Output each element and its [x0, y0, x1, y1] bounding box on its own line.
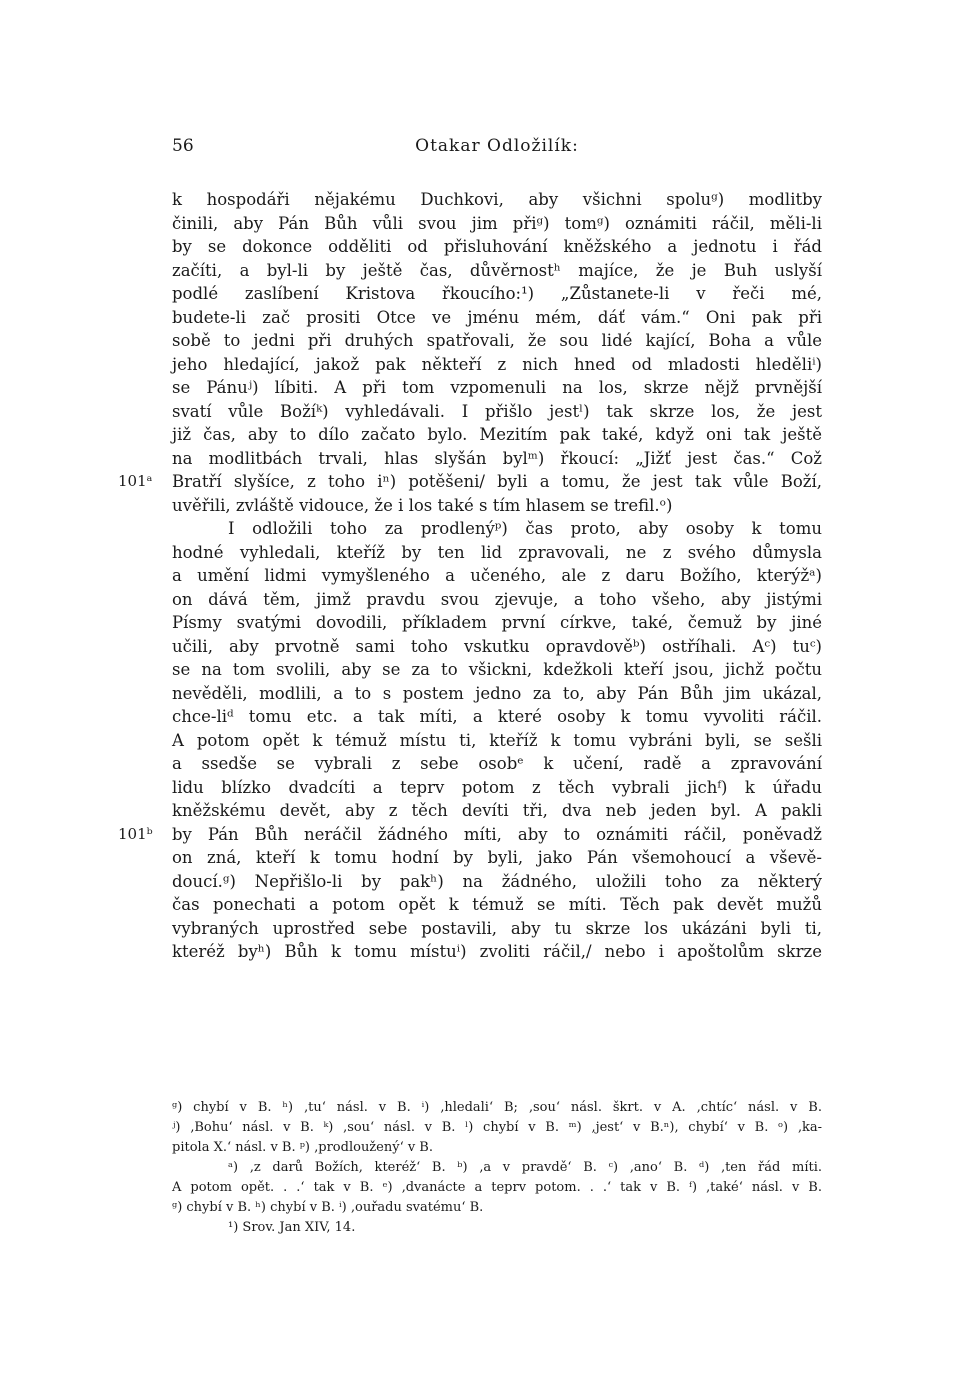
- text-line: Písmy svatými dovodili, příkladem první církve, také, čemuž by jiné: [172, 613, 822, 632]
- text-line: na modlitbách trvali, hlas slyšán bylᵐ) řkoucí: „Jižť jest čas.“ Což: [172, 448, 822, 468]
- text-line-content: Bratří slyšíce, z toho iⁿ) potěšeni/ byli a tomu, že jest tak vůle Boží,: [172, 472, 822, 491]
- text-line: sobě to jedni při druhých spatřovali, že sou lidé kající, Boha a vůle: [172, 331, 822, 350]
- text-line: a ssedše se vybrali z sebe osobᵉ k učení, radě a zpravování: [172, 754, 822, 773]
- text-line: a umění lidmi vymyšleného a učeného, ale z daru Božího, kterýžᵃ): [172, 566, 822, 585]
- text-line: již čas, aby to dílo začato bylo. Mezitím pak také, když oni tak ještě: [172, 425, 822, 444]
- text-line: lidu blízko dvadcíti a teprv potom z těch vybrali jichᶠ) k úřadu: [172, 777, 822, 797]
- footnote-line: ¹) Srov. Jan XIV, 14.: [228, 1220, 356, 1235]
- text-line: k hospodáři nějakému Duchkovi, aby všichni spoluᵍ) modlitby: [172, 190, 822, 209]
- text-line: on dává těm, jimž pravdu svou zjevuje, a toho všeho, aby jistými: [172, 589, 822, 609]
- text-line: jeho hledající, jakož pak někteří z nich hned od mladosti hleděliⁱ): [172, 354, 822, 374]
- text-line: [118, 823, 822, 847]
- text-line: začíti, a byl-li by ještě čas, důvěrnostʰ majíce, že je Buh uslyší: [172, 260, 822, 280]
- text-line: A potom opět k témuž místu ti, kteříž k tomu vybráni byli, se sešli: [172, 730, 822, 750]
- text-line: svatí vůle Božíᵏ) vyhledávali. I přišlo jestˡ) tak skrze los, že jest: [172, 401, 822, 421]
- margin-folio-note: 101ᵃ: [118, 472, 153, 490]
- footnotes: [172, 1098, 822, 1238]
- text-line: vybraných uprostřed sebe postavili, aby tu skrze los ukázáni byli ti,: [172, 918, 822, 938]
- text-line: učili, aby prvotně sami toho vskutku opravdověᵇ) ostříhali. Aᶜ) tuᶜ): [172, 636, 822, 656]
- text-line: se Pánuʲ) líbiti. A při tom vzpomenuli na los, skrze nějž prvnější: [172, 378, 822, 397]
- running-head: Otakar Odložilík:: [415, 136, 579, 156]
- text-line: chce-liᵈ tomu etc. a tak míti, a které osoby k tomu vyvoliti ráčil.: [172, 707, 822, 726]
- text-line: budete-li zač prositi Otce ve jménu mém, dáť vám.“ Oni pak při: [172, 307, 822, 327]
- text-line: hodné vyhledali, kteříž by ten lid zpravovali, ne z svého důmysla: [172, 542, 822, 562]
- page-number: 56: [172, 136, 194, 156]
- text-line: [118, 470, 822, 494]
- footnote-line: ʲ) ‚Bohu‘ násl. v B. ᵏ) ‚sou‘ násl. v B. ˡ) chybí v B. ᵐ) ‚jest‘ v B.ⁿ), chybí‘ v B. ᵒ) ‚ka-: [172, 1120, 822, 1135]
- text-line: doucí.ᵍ) Nepřišlo-li by pakʰ) na žádného, uložili toho za některý: [172, 871, 822, 891]
- text-line: uvěřili, zvláště vidouce, že i los také s tím hlasem se trefil.ᵒ): [172, 495, 673, 515]
- text-line: činili, aby Pán Bůh vůli svou jim přiᵍ) tomᵍ) oznámiti ráčil, měli-li: [172, 213, 822, 233]
- text-line: čas ponechati a potom opět k témuž se míti. Těch pak devět mužů: [172, 895, 822, 914]
- body-text: [118, 188, 822, 964]
- page-header: [172, 136, 822, 160]
- footnote-line: ᵍ) chybí v B. ʰ) ‚tu‘ násl. v B. ⁱ) ‚hledali‘ B; ‚sou‘ násl. škrt. v A. ‚chtíc‘ násl. v B.: [172, 1100, 822, 1115]
- text-line: I odložili toho za prodlenýᵖ) čas proto, aby osoby k tomu: [228, 519, 822, 538]
- margin-folio-note: 101ᵇ: [118, 824, 153, 843]
- footnote-line: ᵃ) ‚z darů Božích, kteréž‘ B. ᵇ) ‚a v pravdě‘ B. ᶜ) ‚ano‘ B. ᵈ) ‚ten řád míti.: [228, 1160, 822, 1175]
- text-line: podlé zaslíbení Kristova řkoucího:¹) „Zůstanete-li v řeči mé,: [172, 284, 822, 303]
- text-line: by se dokonce odděliti od přisluhování kněžského a jednotu i řád: [172, 237, 822, 256]
- text-line: kteréž byʰ) Bůh k tomu místuⁱ) zvoliti ráčil,/ nebo i apoštolům skrze: [172, 942, 822, 961]
- footnote-line: A potom opět. . .‘ tak v B. ᵉ) ‚dvanácte a teprv potom. . .‘ tak v B. ᶠ) ‚také‘ násl. v B.: [172, 1180, 822, 1195]
- text-line: on zná, kteří k tomu hodní by byli, jako Pán všemohoucí a vševě-: [172, 848, 822, 867]
- footnote-line: ᵍ) chybí v B. ʰ) chybí v B. ⁱ) ‚ouřadu svatému‘ B.: [172, 1200, 484, 1215]
- text-line: kněžskému devět, aby z těch devíti tři, dva neb jeden byl. A pakli: [172, 801, 822, 820]
- footnote-line: pitola X.‘ násl. v B. ᵖ) ‚prodloužený‘ v B.: [172, 1140, 433, 1155]
- text-line: nevěděli, modlili, a to s postem jedno za to, aby Pán Bůh jim ukázal,: [172, 683, 822, 703]
- text-line-content: by Pán Bůh neráčil žádného míti, aby to oznámiti ráčil, poněvadž: [172, 824, 822, 844]
- text-line: se na tom svolili, aby se za to všickni, kdežkoli kteří jsou, jichž počtu: [172, 660, 822, 679]
